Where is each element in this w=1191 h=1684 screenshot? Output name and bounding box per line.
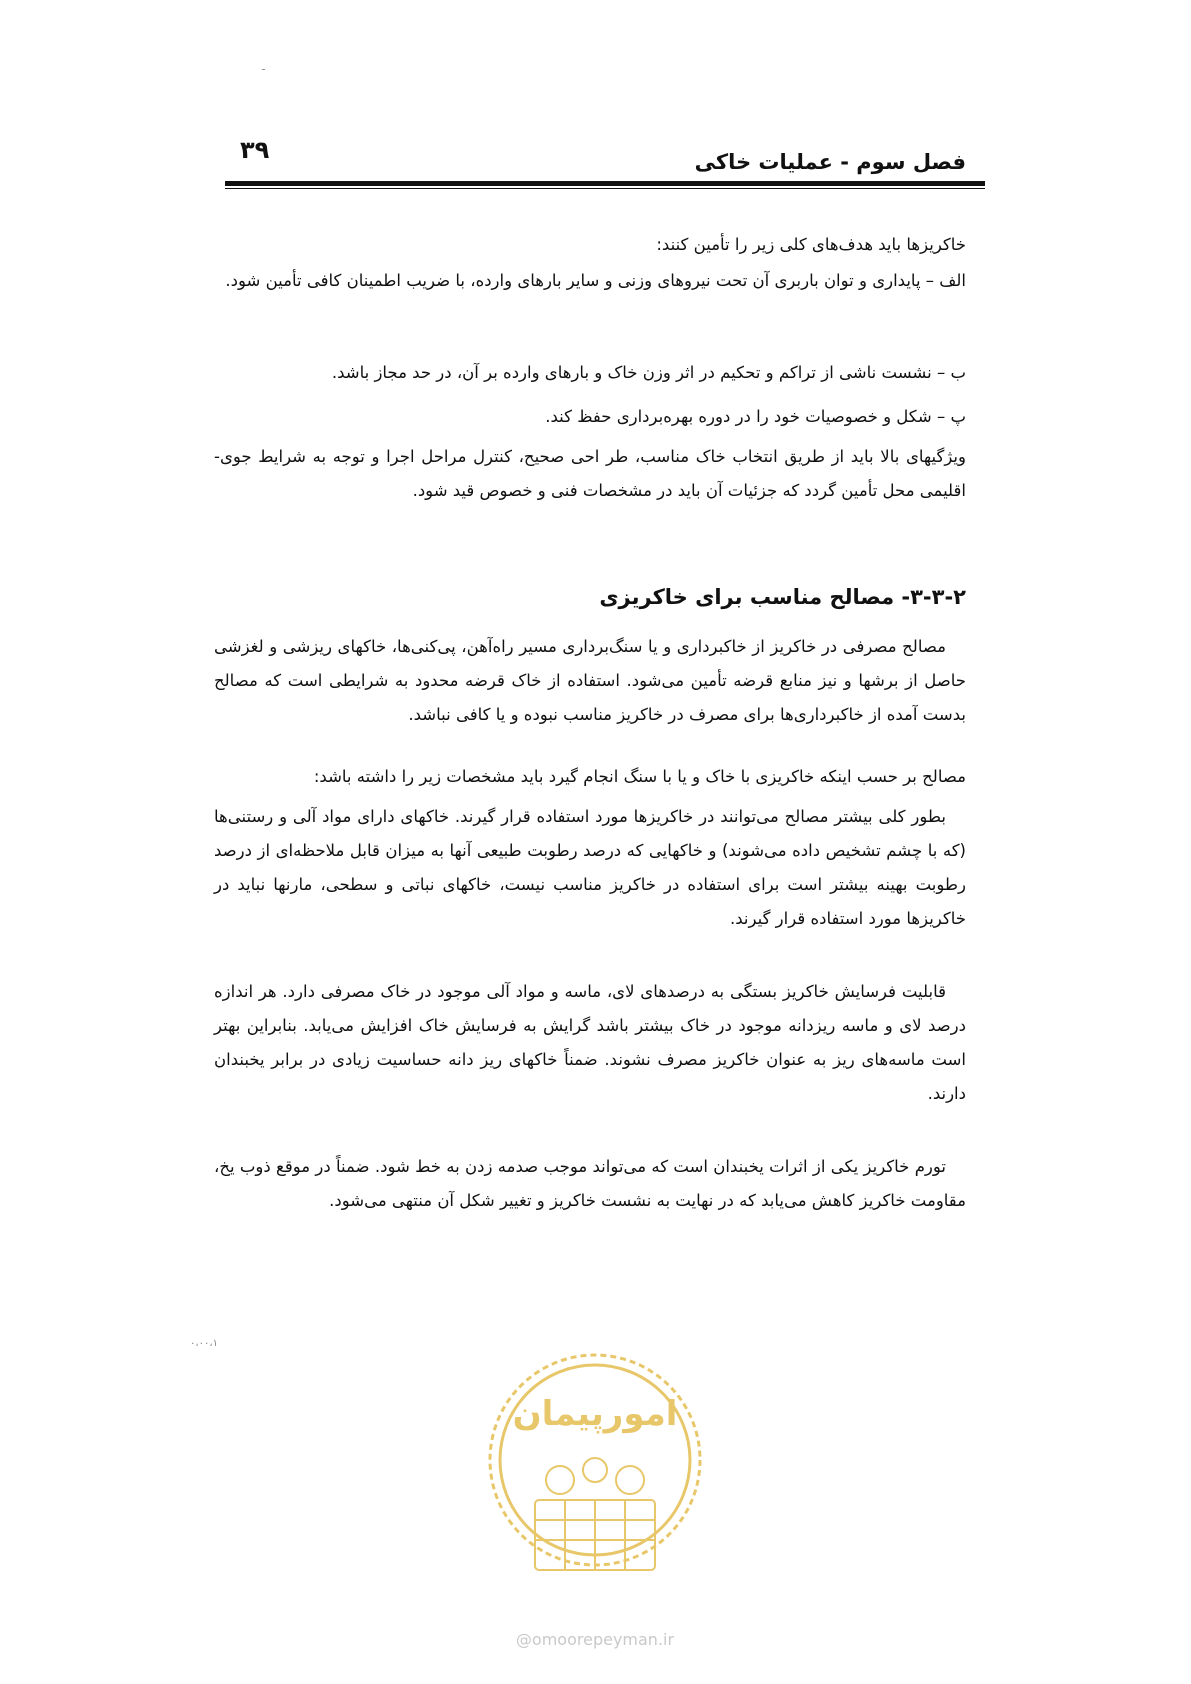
- intro-item-a: الف – پایداری و توان باربری آن تحت نیروهای وزنی و سایر بارهای وارده، با ضریب اطمینان کافی تأمین شود.: [225, 271, 966, 290]
- section-paragraph: مصالح مصرفی در خاکریز از خاکبرداری و یا سنگ‌برداری مسیر راه‌آهن، پی‌کنی‌ها، خاکهای ریزشی و لغزشی حاصل از برشها و نیز منابع قرضه تأمین می‌شود. استفاده از خاک قرضه محدود به شرایطی است که مصالح بدست آمده از خاکبرداری‌ها برای مصرف در خاکریز مناسب نبوده و یا کافی نباشد.: [214, 637, 966, 724]
- watermark-text: امورپیمان: [512, 1394, 678, 1434]
- page-number: ۳۹: [240, 136, 270, 164]
- section-paragraph: قابلیت فرسایش خاکریز بستگی به درصدهای لای، ماسه و مواد آلی موجود در خاک مصرفی دارد. هر اندازه درصد لای و ماسه ریزدانه موجود در خاک بیشتر باشد گرایش به فرسایش خاک افزایش می‌یابد. بنابراین بهتر است ماسه‌های ریز به عنوان خاکریز مصرف نشوند. ضمناً خاکهای ریز دانه حساسیت زیادی در برابر یخبندان دارند.: [214, 982, 966, 1103]
- intro-lead: خاکریزها باید هدف‌های کلی زیر را تأمین کنند:: [656, 235, 966, 254]
- section-paragraph: بطور کلی بیشتر مصالح می‌توانند در خاکریزها مورد استفاده قرار گیرند. خاکهای دارای مواد آلی و رستنی‌ها (که با چشم تشخیص داده می‌شوند) و خاکهایی که درصد رطوبت طبیعی آنها به میزان قابل ملاحظه‌ای از درصد رطوبت بهینه بیشتر است برای استفاده در خاکریز مناسب نیست، خاکهای نباتی و سطحی، مارنها نباید در خاکریزها مورد استفاده قرار گیرند.: [214, 807, 966, 928]
- header-rule: [225, 181, 985, 186]
- intro-closing: ویژگیهای بالا باید از طریق انتخاب خاک مناسب، طر احی صحیح، کنترل مراحل اجرا و توجه به شرایط جوی- اقلیمی محل تأمین گردد که جزئیات آن باید در مشخصات فنی و خصوص قید شود.: [214, 447, 966, 500]
- section-paragraph: تورم خاکریز یکی از اثرات یخبندان است که می‌تواند موجب صدمه زدن به خط شود. ضمناً در موقع ذوب یخ، مقاومت خاکریز کاهش می‌یابد که در نهایت به نشست خاکریز و تغییر شکل آن منتهی می‌شود.: [214, 1157, 966, 1210]
- chapter-title: فصل سوم - عملیات خاکی: [694, 150, 966, 174]
- intro-item-b: ب – نشست ناشی از تراکم و تحکیم در اثر وزن خاک و بارهای وارده بر آن، در حد مجاز باشد.: [331, 363, 966, 382]
- watermark-url: @omoorepeyman.ir: [515, 1630, 675, 1649]
- stray-mark: ۰،۰۰،۱: [190, 1338, 218, 1349]
- stray-mark: ـ: [262, 62, 265, 73]
- header-rule-thin: [225, 188, 985, 189]
- intro-item-p: پ – شکل و خصوصیات خود را در دوره بهره‌برداری حفظ کند.: [545, 407, 966, 426]
- section-paragraph: مصالح بر حسب اینکه خاکریزی با خاک و یا با سنگ انجام گیرد باید مشخصات زیر را داشته باشد:: [313, 767, 966, 786]
- watermark-logo: [475, 1330, 715, 1630]
- section-heading: ۳-۳-۲- مصالح مناسب برای خاکریزی: [599, 585, 966, 609]
